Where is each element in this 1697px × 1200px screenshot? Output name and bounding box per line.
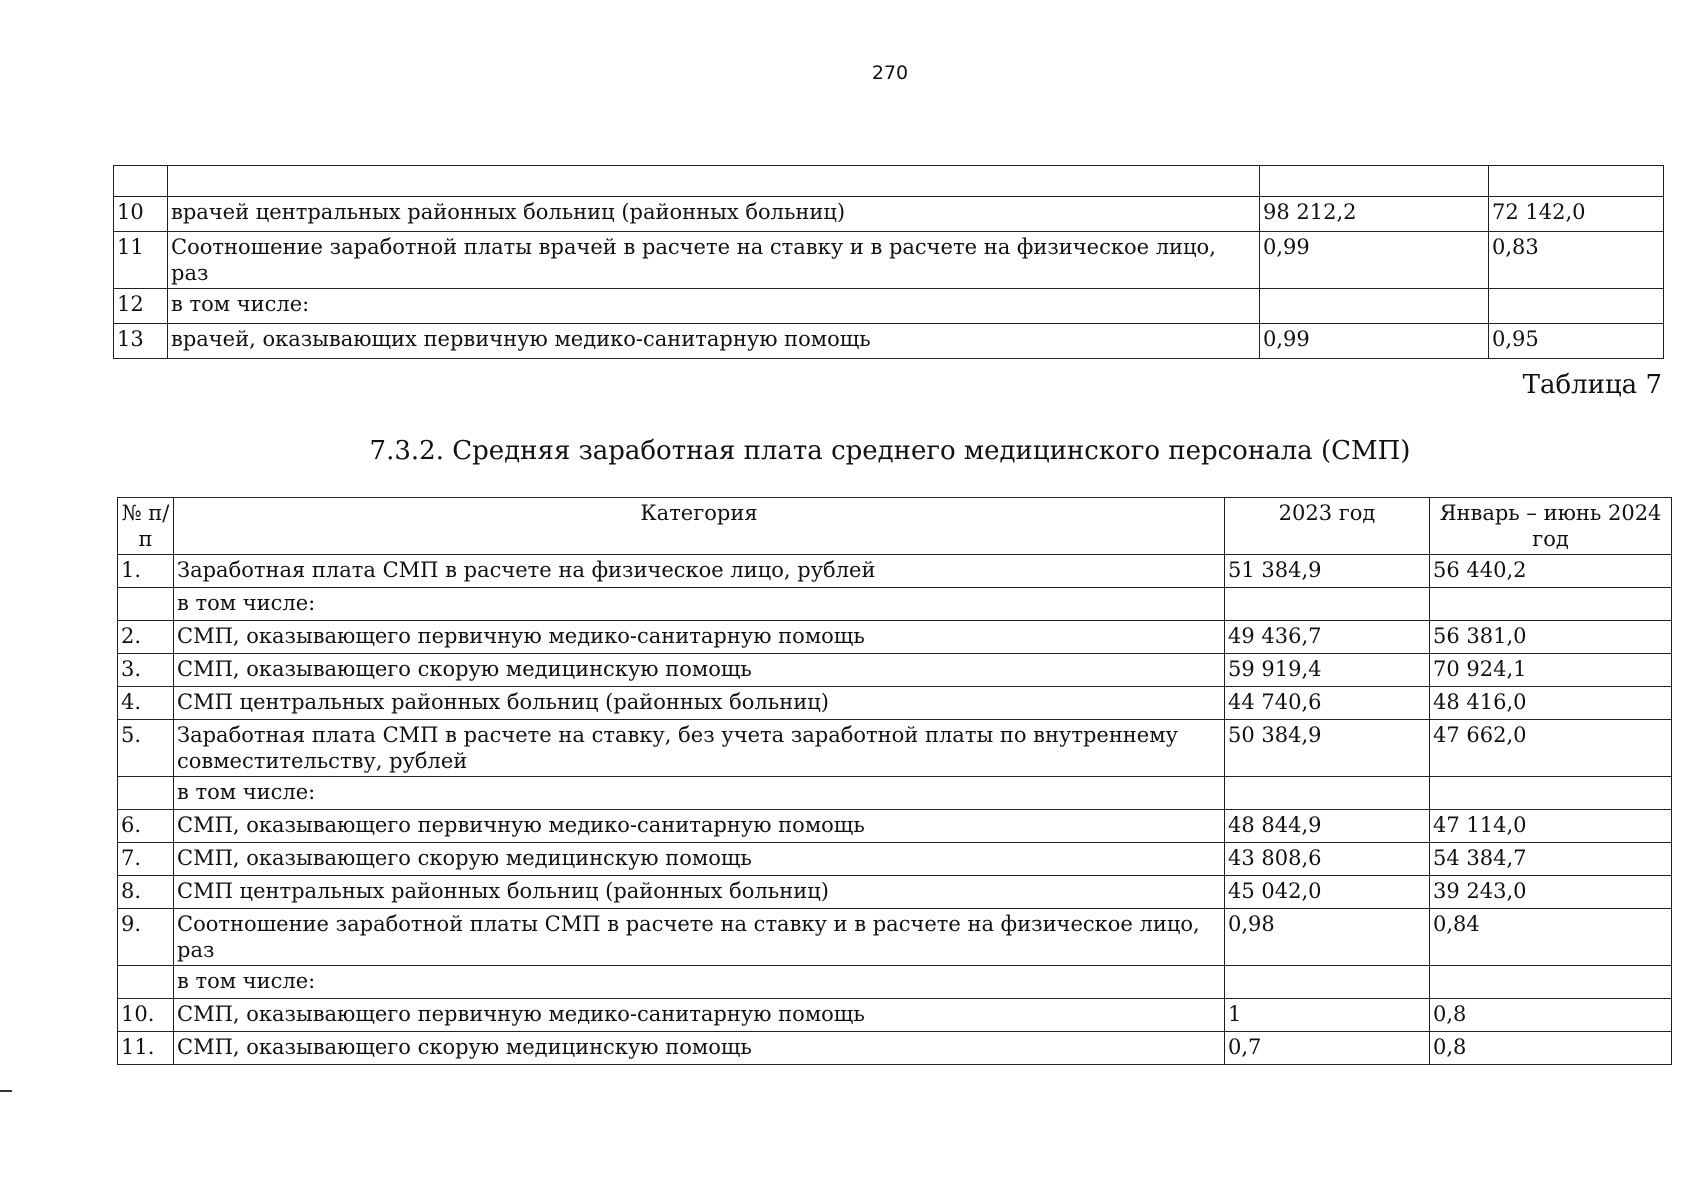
table-row: [118, 588, 1672, 621]
row-value-2023: 50 384,9: [1225, 720, 1430, 777]
table-row: [118, 843, 1672, 876]
row-value-2024: [1489, 289, 1664, 324]
row-number: 6.: [118, 810, 174, 843]
row-number: 11: [114, 232, 168, 289]
row-value-2024: [1430, 588, 1672, 621]
row-value-2024: 47 662,0: [1430, 720, 1672, 777]
row-value-2023: 51 384,9: [1225, 555, 1430, 588]
edge-mark: [0, 1090, 12, 1092]
header-category: Категория: [174, 498, 1225, 555]
header-number: № п/п: [118, 498, 174, 555]
row-value-2023: 43 808,6: [1225, 843, 1430, 876]
row-value-2023: 0,99: [1260, 324, 1489, 359]
row-value-2023: 0,98: [1225, 909, 1430, 966]
row-value-2023: [1225, 966, 1430, 999]
row-number: 9.: [118, 909, 174, 966]
row-value-2024: [1430, 966, 1672, 999]
row-number: [118, 966, 174, 999]
header-2024: Январь – июнь 2024 год: [1430, 498, 1672, 555]
row-category: СМП, оказывающего первичную медико-санитарную помощь: [174, 810, 1225, 843]
row-category: в том числе:: [174, 777, 1225, 810]
section-title: 7.3.2. Средняя заработная плата среднего медицинского персонала (СМП): [369, 436, 1411, 466]
table-row: [118, 777, 1672, 810]
row-value-2024: 0,83: [1489, 232, 1664, 289]
row-number: 5.: [118, 720, 174, 777]
page-number: 270: [871, 62, 909, 84]
row-value-2024: [1489, 166, 1664, 197]
row-value-2023: 49 436,7: [1225, 621, 1430, 654]
row-value-2023: 0,7: [1225, 1032, 1430, 1065]
row-value-2023: 45 042,0: [1225, 876, 1430, 909]
table-row: [118, 966, 1672, 999]
row-number: 2.: [118, 621, 174, 654]
row-value-2023: 48 844,9: [1225, 810, 1430, 843]
row-number: [118, 588, 174, 621]
table-row: [118, 720, 1672, 777]
table-row: [114, 232, 1664, 289]
row-value-2023: 0,99: [1260, 232, 1489, 289]
row-category: СМП, оказывающего скорую медицинскую помощь: [174, 1032, 1225, 1065]
table-row: [114, 166, 1664, 197]
table-row: [118, 1032, 1672, 1065]
row-value-2024: 56 440,2: [1430, 555, 1672, 588]
row-number: 11.: [118, 1032, 174, 1065]
row-value-2023: [1225, 588, 1430, 621]
row-category: врачей, оказывающих первичную медико-санитарную помощь: [168, 324, 1260, 359]
row-category: в том числе:: [168, 289, 1260, 324]
row-category: СМП, оказывающего первичную медико-санитарную помощь: [174, 621, 1225, 654]
row-category: [168, 166, 1260, 197]
row-value-2023: 98 212,2: [1260, 197, 1489, 232]
table-row: [118, 909, 1672, 966]
row-number: 7.: [118, 843, 174, 876]
row-category: СМП центральных районных больниц (районных больниц): [174, 876, 1225, 909]
row-category: в том числе:: [174, 966, 1225, 999]
table-row: [118, 555, 1672, 588]
row-category: СМП, оказывающего скорую медицинскую помощь: [174, 843, 1225, 876]
row-value-2024: 0,8: [1430, 1032, 1672, 1065]
row-value-2023: [1260, 289, 1489, 324]
row-category: Заработная плата СМП в расчете на физическое лицо, рублей: [174, 555, 1225, 588]
row-category: Соотношение заработной платы врачей в расчете на ставку и в расчете на физическое лицо, раз: [168, 232, 1260, 289]
row-value-2024: 56 381,0: [1430, 621, 1672, 654]
table-row: [118, 876, 1672, 909]
row-value-2024: 48 416,0: [1430, 687, 1672, 720]
row-value-2024: [1430, 777, 1672, 810]
row-category: СМП, оказывающего первичную медико-санитарную помощь: [174, 999, 1225, 1032]
table-row: [114, 289, 1664, 324]
row-category: СМП центральных районных больниц (районных больниц): [174, 687, 1225, 720]
header-row: [118, 498, 1672, 555]
row-number: 10.: [118, 999, 174, 1032]
row-category: Соотношение заработной платы СМП в расчете на ставку и в расчете на физическое лицо, раз: [174, 909, 1225, 966]
row-value-2024: 0,8: [1430, 999, 1672, 1032]
row-number: 13: [114, 324, 168, 359]
table-row: [114, 197, 1664, 232]
table-row: [118, 621, 1672, 654]
row-number: [118, 777, 174, 810]
row-value-2023: 1: [1225, 999, 1430, 1032]
row-number: 4.: [118, 687, 174, 720]
row-category: врачей центральных районных больниц (районных больниц): [168, 197, 1260, 232]
salary-table: [117, 497, 1672, 1065]
row-number: 12: [114, 289, 168, 324]
row-value-2023: [1225, 777, 1430, 810]
row-number: 8.: [118, 876, 174, 909]
row-value-2023: 44 740,6: [1225, 687, 1430, 720]
table-row: [114, 324, 1664, 359]
table-row: [118, 687, 1672, 720]
table-caption: Таблица 7: [1522, 370, 1662, 400]
row-category: Заработная плата СМП в расчете на ставку, без учета заработной платы по внутреннему совместительству, рублей: [174, 720, 1225, 777]
row-value-2024: 47 114,0: [1430, 810, 1672, 843]
table-row: [118, 999, 1672, 1032]
row-number: 10: [114, 197, 168, 232]
row-value-2023: 59 919,4: [1225, 654, 1430, 687]
row-value-2024: 0,95: [1489, 324, 1664, 359]
top-table: [113, 165, 1664, 359]
row-number: 3.: [118, 654, 174, 687]
row-value-2023: [1260, 166, 1489, 197]
row-value-2024: 70 924,1: [1430, 654, 1672, 687]
table-row: [118, 810, 1672, 843]
row-number: [114, 166, 168, 197]
row-value-2024: 39 243,0: [1430, 876, 1672, 909]
row-category: в том числе:: [174, 588, 1225, 621]
table-row: [118, 654, 1672, 687]
row-value-2024: 54 384,7: [1430, 843, 1672, 876]
row-value-2024: 0,84: [1430, 909, 1672, 966]
row-category: СМП, оказывающего скорую медицинскую помощь: [174, 654, 1225, 687]
header-2023: 2023 год: [1225, 498, 1430, 555]
row-number: 1.: [118, 555, 174, 588]
row-value-2024: 72 142,0: [1489, 197, 1664, 232]
